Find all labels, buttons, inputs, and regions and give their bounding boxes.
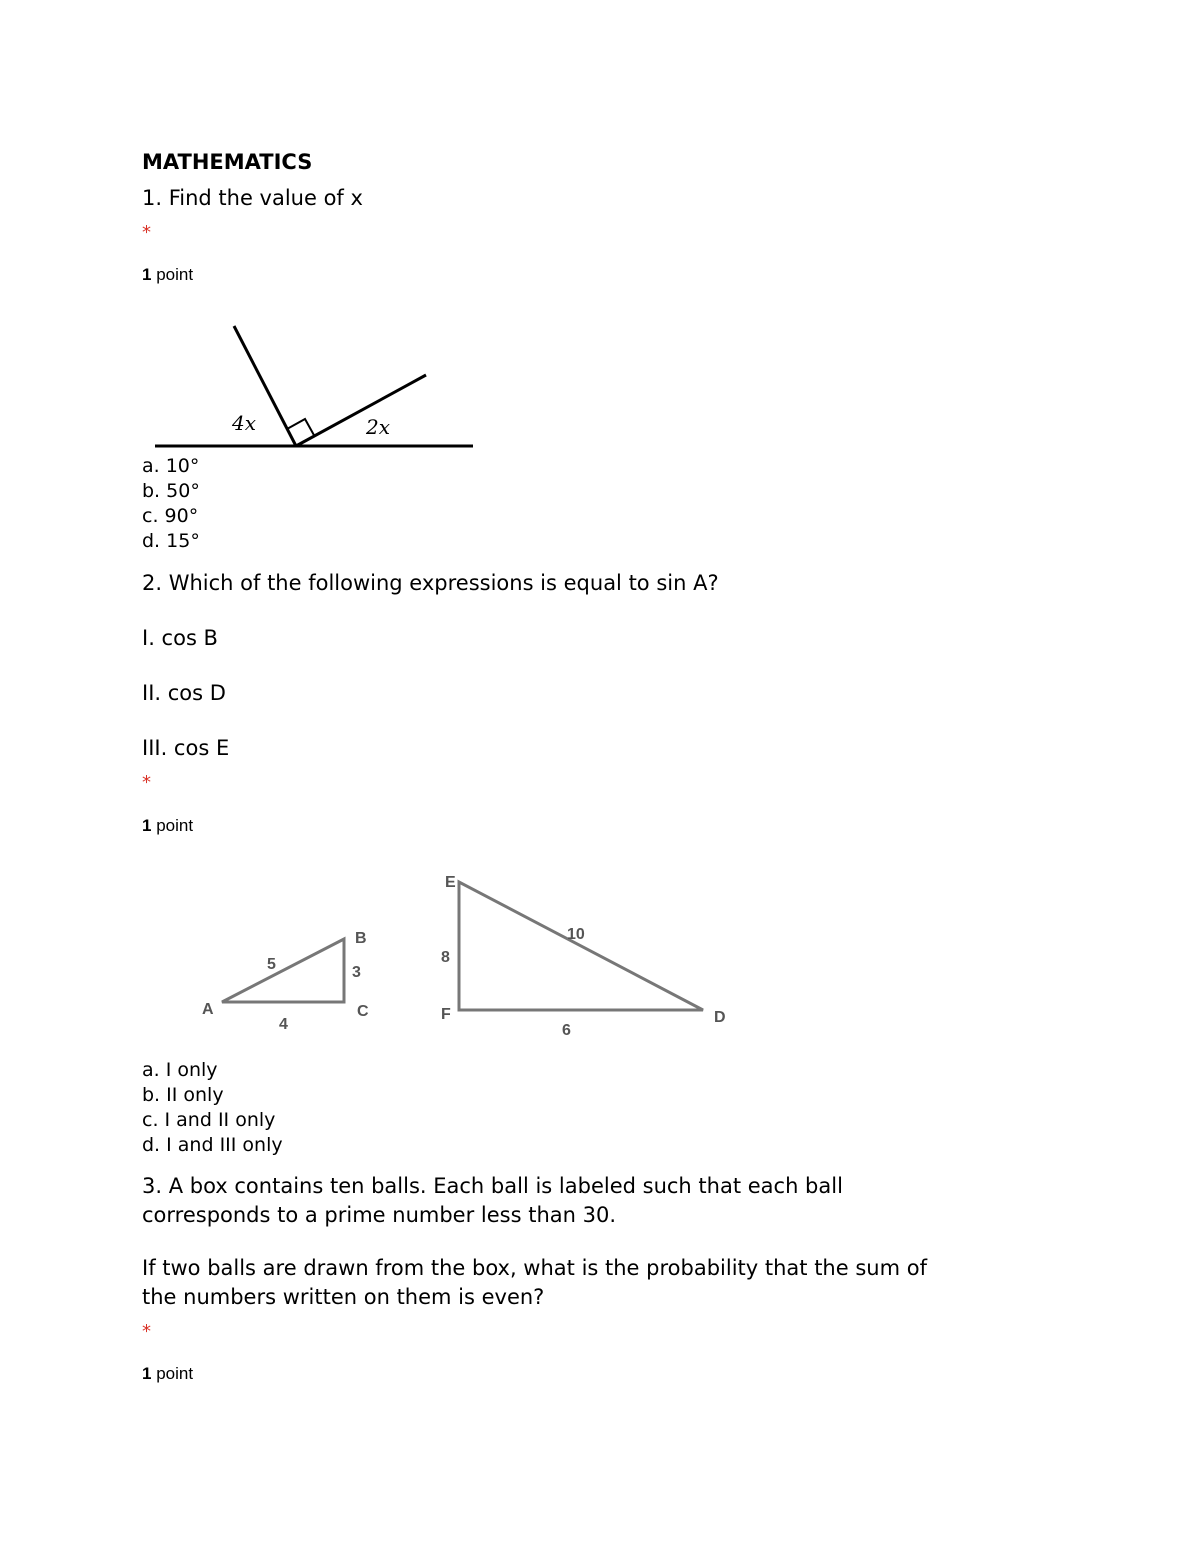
question-2-triangles-figure: [0, 860, 1200, 1050]
question-2-option-a: a. I only: [142, 1059, 218, 1081]
angle-label-4x: 4x: [232, 411, 257, 435]
vertex-a-label: A: [202, 1001, 214, 1018]
right-ray: [296, 375, 426, 446]
question-2-statement-1: I. cos B: [142, 626, 218, 650]
question-1-option-b: b. 50°: [142, 480, 200, 502]
side-ef-label: 8: [441, 949, 450, 966]
side-ac-label: 4: [279, 1016, 288, 1033]
vertex-e-label: E: [445, 874, 456, 891]
question-1-required-mark: *: [142, 222, 151, 243]
question-3-points: [142, 1364, 193, 1384]
side-ab-label: 5: [267, 956, 276, 973]
question-2-required-mark: *: [142, 772, 151, 793]
question-2-option-c: c. I and II only: [142, 1109, 276, 1131]
side-bc-label: 3: [352, 964, 361, 981]
question-2-option-b: b. II only: [142, 1084, 224, 1106]
page-heading: MATHEMATICS: [142, 150, 313, 174]
triangle-abc: [222, 939, 344, 1002]
question-1-option-c: c. 90°: [142, 505, 199, 527]
question-3-followup-line-2: the numbers written on them is even?: [142, 1285, 545, 1309]
question-2-statement-3: III. cos E: [142, 736, 230, 760]
question-1-option-a: a. 10°: [142, 455, 200, 477]
question-1-points-value: 1: [142, 265, 152, 284]
question-3-followup-line-1: If two balls are drawn from the box, what is the probability that the sum of: [142, 1256, 927, 1280]
vertex-f-label: F: [441, 1006, 451, 1023]
vertex-d-label: D: [714, 1009, 726, 1026]
side-ed-label: 10: [567, 926, 585, 943]
question-1-option-d: d. 15°: [142, 530, 200, 552]
question-1-prompt: 1. Find the value of x: [142, 186, 363, 210]
question-2-statement-2: II. cos D: [142, 681, 226, 705]
triangle-def: [459, 882, 703, 1010]
question-3-required-mark: *: [142, 1321, 151, 1342]
question-1-points-unit: point: [156, 265, 194, 284]
question-1-angle-figure: [0, 0, 1200, 470]
question-3-prompt-line-2: corresponds to a prime number less than 30.: [142, 1203, 617, 1227]
question-3-points-value: 1: [142, 1364, 152, 1383]
vertex-c-label: C: [357, 1003, 369, 1020]
question-2-option-d: d. I and III only: [142, 1134, 283, 1156]
question-3-points-unit: point: [156, 1364, 194, 1383]
question-2-points-unit: point: [156, 816, 194, 835]
question-2-prompt: 2. Which of the following expressions is equal to sin A?: [142, 571, 719, 595]
vertex-b-label: B: [355, 930, 367, 947]
angle-label-2x: 2x: [366, 415, 391, 439]
side-fd-label: 6: [562, 1022, 571, 1039]
question-2-points: [142, 816, 193, 836]
question-2-points-value: 1: [142, 816, 152, 835]
question-3-prompt-line-1: 3. A box contains ten balls. Each ball is labeled such that each ball: [142, 1174, 843, 1198]
